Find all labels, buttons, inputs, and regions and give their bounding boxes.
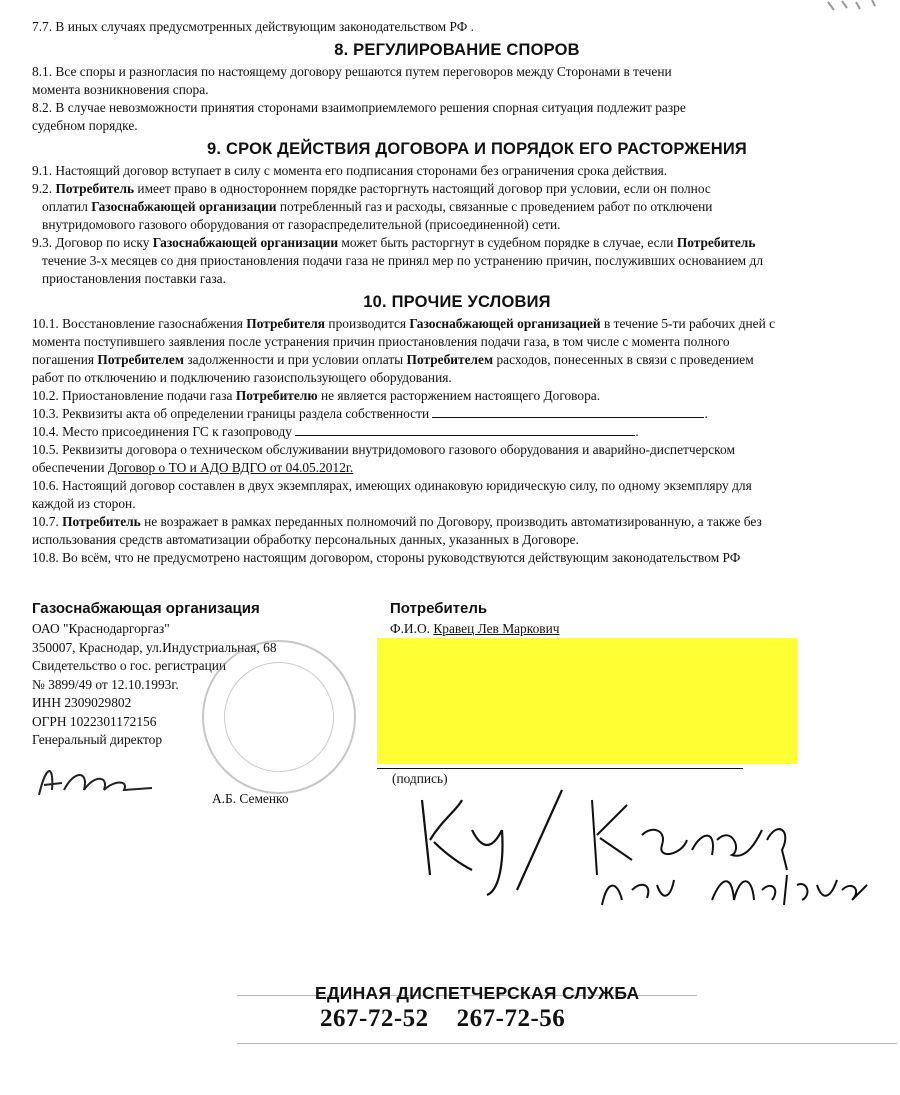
clause-10-5-line1: 10.5. Реквизиты договора о техническом обслуживании внутридомового газового оборудования и аварийно-диспетчерском <box>32 442 735 457</box>
clause-7-7: 7.7. В иных случаях предусмотренных действующим законодательством РФ . <box>32 19 474 34</box>
signatures-block <box>32 600 882 860</box>
clause-9-3-line2: течение 3-х месяцев со дня приостановления подачи газа не принял мер по устранению причин, послуживших основанием дл <box>42 253 764 268</box>
clause-10-7-line2: использования средств автоматизации обработку персональных данных, указанных в Договоре. <box>32 532 579 547</box>
section-10-title: 10. ПРОЧИЕ УСЛОВИЯ <box>363 293 551 311</box>
phone-number: 267-72-56 <box>456 1005 566 1032</box>
clause-9-2-line2: оплатил Газоснабжающей организации потребленный газ и расходы, связанные с проведением работ по отключени <box>42 199 713 214</box>
clause-8-2-line1: 8.2. В случае невозможности принятия сторонами взаимоприемлемого решения спорная ситуация подлежит разре <box>32 100 686 115</box>
clause-9-3-line1: 9.3. Договор по иску Газоснабжающей организации может быть расторгнут в судебном порядке в случае, если Потребитель <box>32 235 756 250</box>
clause-10-2: 10.2. Приостановление подачи газа Потребителю не является расторжением настоящего Договора. <box>32 388 601 403</box>
director-name: А.Б. Семенко <box>212 791 289 806</box>
clause-10-3: 10.3. Реквизиты акта об определении границы раздела собственности . <box>32 406 708 421</box>
supplier-line: № 3899/49 от 12.10.1993г. <box>32 676 179 692</box>
consumer-column <box>390 600 860 639</box>
clause-10-1-line1: 10.1. Восстановление газоснабжения Потребителя производится Газоснабжающей организацией в течение 5-ти рабочих дней с <box>32 316 776 331</box>
clause-10-7-line1: 10.7. Потребитель не возражает в рамках переданных полномочий по Договору, производить автоматизированную, а также без <box>32 514 762 529</box>
signature-caption: (подпись) <box>392 771 448 786</box>
clause-10-1-line2: момента поступившего заявления после устранения причин приостановления подачи газа, в том числе с момента полного <box>32 334 730 349</box>
clause-10-1-line4: работ по отключению и подключению газоиспользующего оборудования. <box>32 370 452 385</box>
dispatch-phones <box>320 1005 566 1032</box>
clause-9-2-line3: внутридомового газового оборудования от газораспределительной (присоединенной) сети. <box>42 217 561 232</box>
clause-10-8: 10.8. Во всём, что не предусмотрено настоящим договором, стороны руководствуются действующим законодательством РФ <box>32 550 741 565</box>
dispatch-service-title: ЕДИНАЯ ДИСПЕТЧЕРСКАЯ СЛУЖБА <box>315 983 640 1003</box>
supplier-line: Генеральный директор <box>32 732 163 747</box>
footer-bottom-rule <box>237 1043 897 1044</box>
clause-10-4: 10.4. Место присоединения ГС к газопроводу . <box>32 424 639 439</box>
consumer-fio: Ф.И.О. Кравец Лев Маркович <box>390 621 560 636</box>
clause-10-6-line2: каждой из сторон. <box>32 496 136 511</box>
clause-10-6-line1: 10.6. Настоящий договор составлен в двух экземплярах, имеющих одинаковую юридическую силу, по одному экземпляру для <box>32 478 752 493</box>
official-seal-icon <box>202 640 356 794</box>
consumer-title: Потребитель <box>390 600 488 617</box>
contract-body <box>32 18 882 567</box>
blank-line <box>295 423 635 436</box>
section-8-title: 8. РЕГУЛИРОВАНИЕ СПОРОВ <box>334 41 580 59</box>
supplier-line: ИНН 2309029802 <box>32 695 132 710</box>
supplier-line: ОАО "Краснодаргоргаз" <box>32 621 170 636</box>
redacted-personal-data <box>377 638 797 764</box>
clause-9-2-line1: 9.2. Потребитель имеет право в одностороннем порядке расторгнуть настоящий договор при условии, если он полнос <box>32 181 711 196</box>
clause-9-3-line3: приостановления поставки газа. <box>42 271 226 286</box>
clause-10-5-line2: обеспечении Договор о ТО и АДО ВДГО от 04.05.2012г. <box>32 460 354 475</box>
clause-8-1-line2: момента возникновения спора. <box>32 82 209 97</box>
clause-9-1: 9.1. Настоящий договор вступает в силу с момента его подписания сторонами без ограничения срока действия. <box>32 163 668 178</box>
supplier-line: 350007, Краснодар, ул.Индустриальная, 68 <box>32 639 277 655</box>
consumer-handwritten-signature-icon <box>412 780 882 910</box>
clause-8-2-line2: судебном порядке. <box>32 118 138 133</box>
clause-8-1-line1: 8.1. Все споры и разногласия по настоящему договору решаются путем переговоров между Сторонами в течени <box>32 64 672 79</box>
supplier-line: Свидетельство о гос. регистрации <box>32 658 227 673</box>
signature-line <box>377 768 743 769</box>
director-signature-icon <box>34 755 164 805</box>
supplier-title: Газоснабжающая организация <box>32 600 260 617</box>
section-9-title: 9. СРОК ДЕЙСТВИЯ ДОГОВОРА И ПОРЯДОК ЕГО РАСТОРЖЕНИЯ <box>207 140 747 158</box>
blank-line <box>432 405 704 418</box>
phone-number: 267-72-52 <box>320 1005 429 1032</box>
clause-10-1-line3: погашения Потребителем задолженности и при условии оплаты Потребителем расходов, понесенных в связи с проведением <box>32 352 754 367</box>
supplier-line: ОГРН 1022301172156 <box>32 713 157 729</box>
